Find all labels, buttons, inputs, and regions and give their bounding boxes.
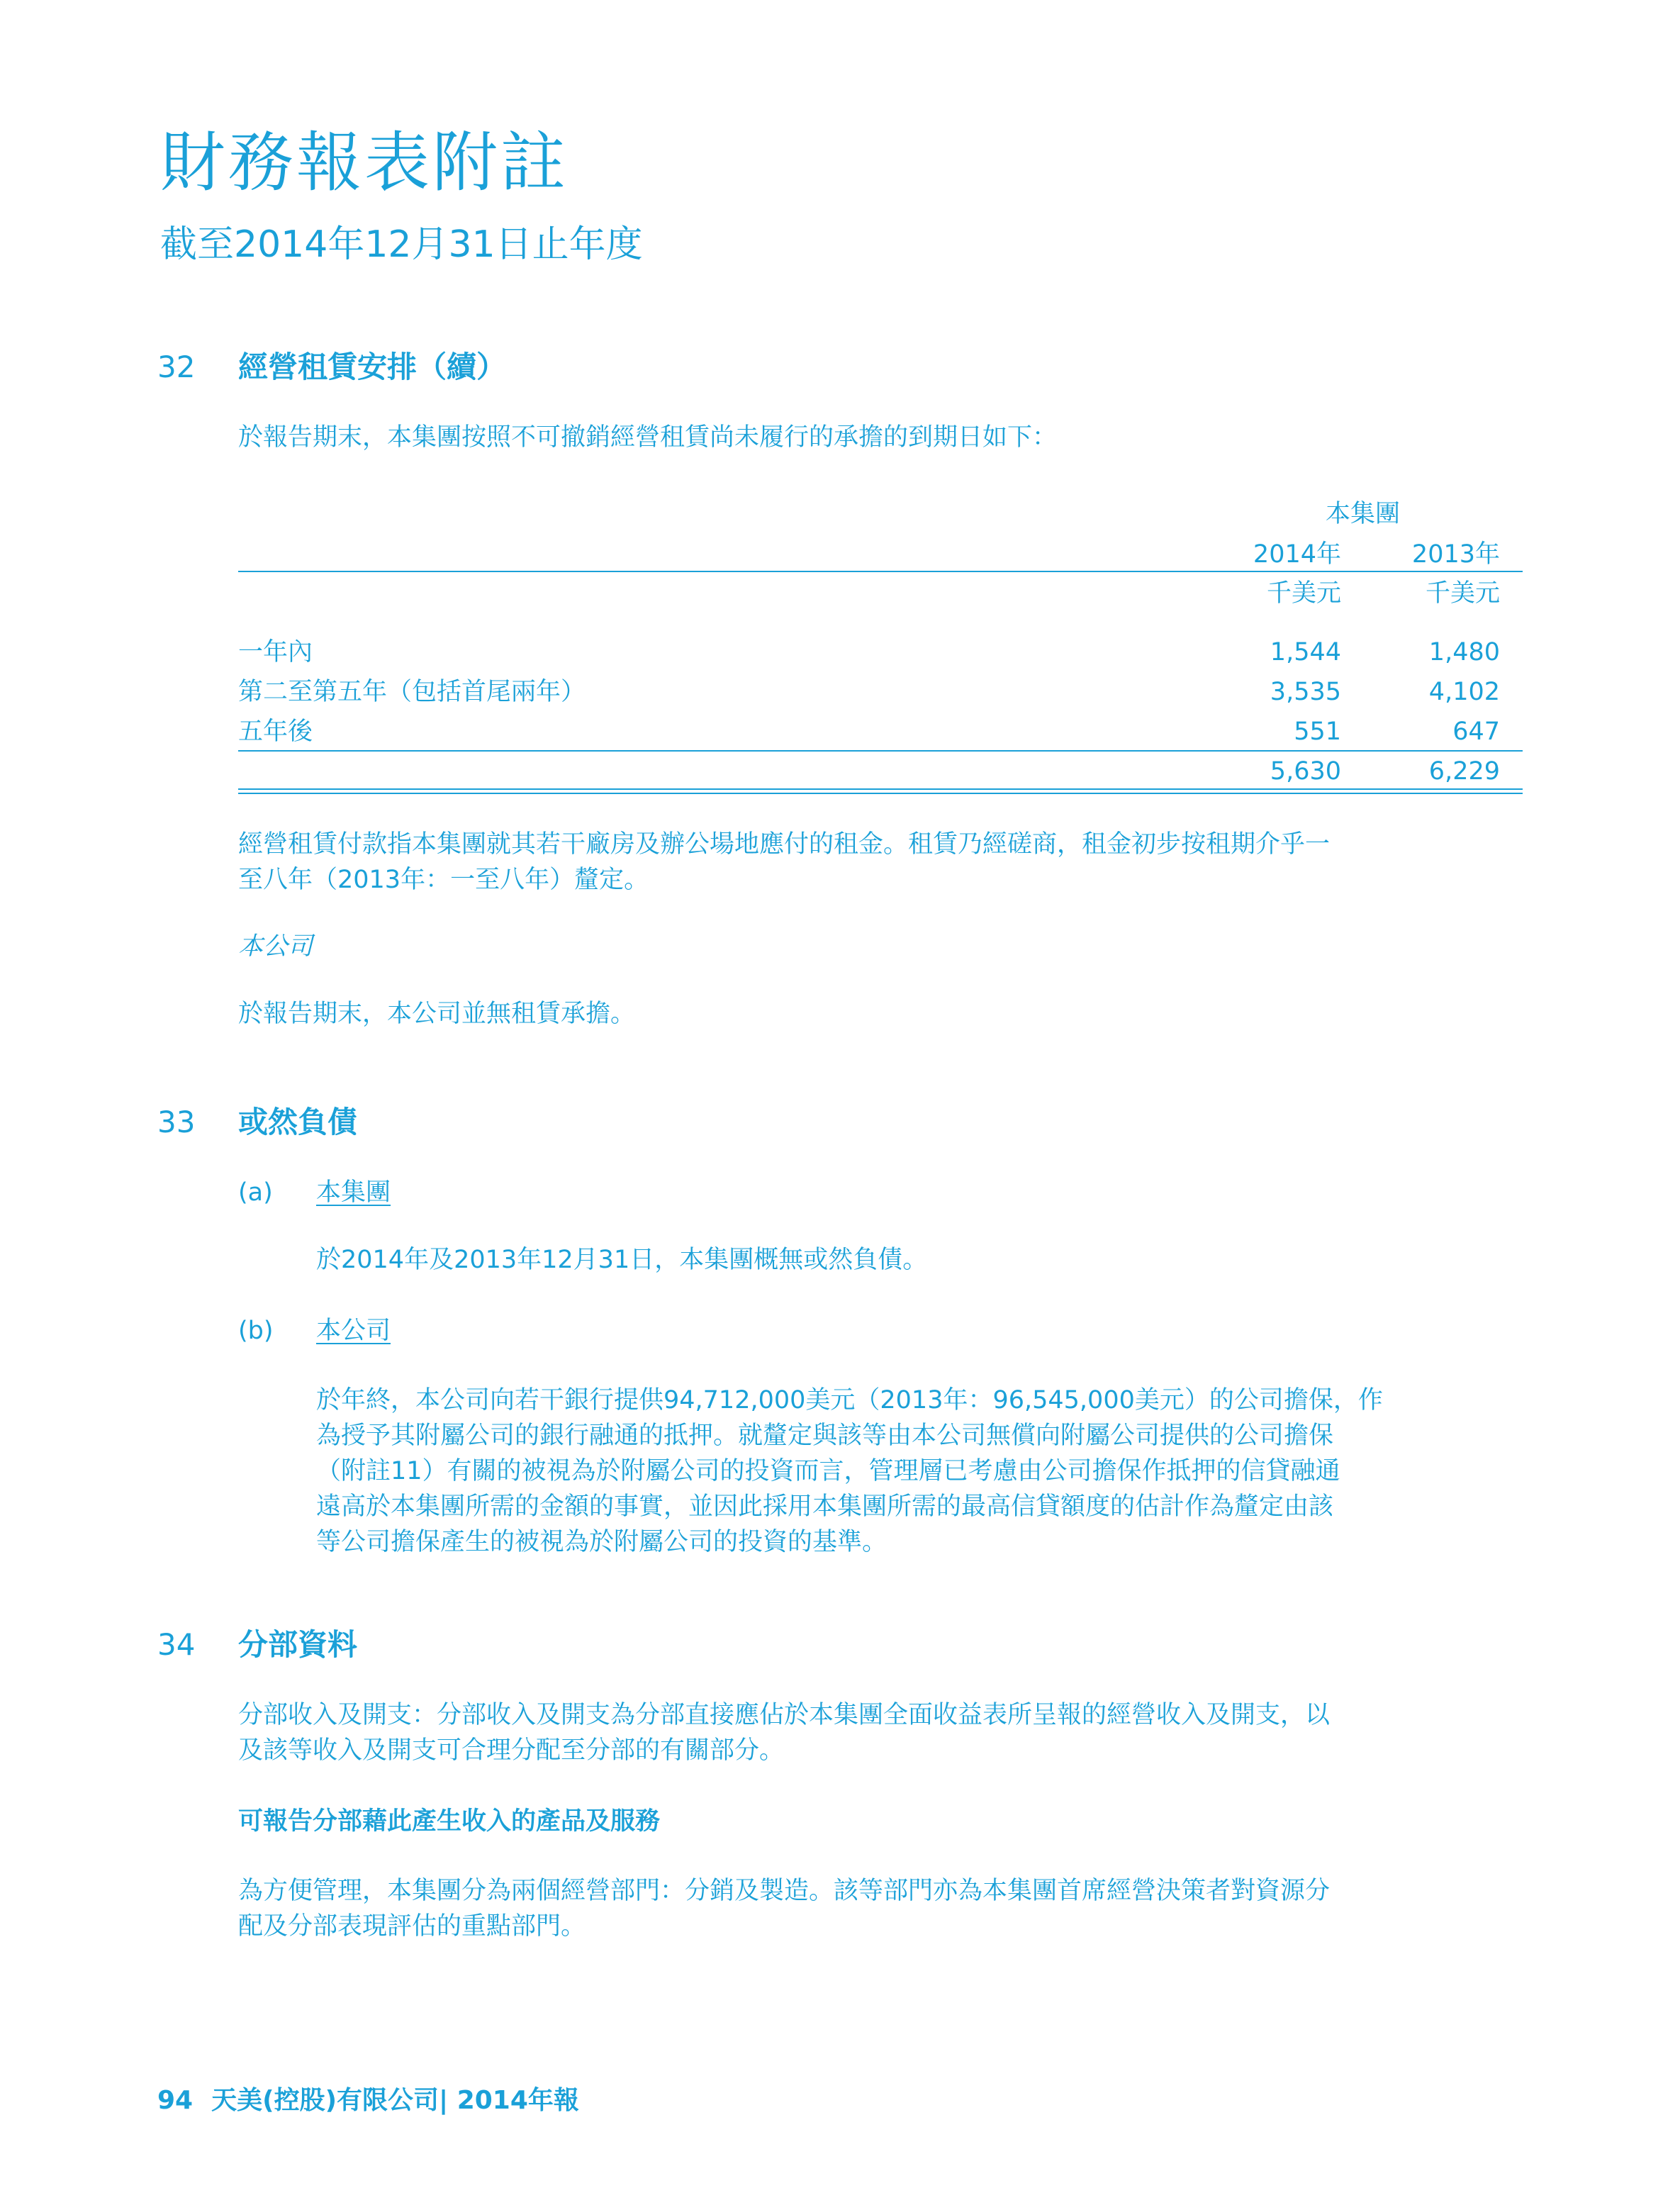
- section-34-title: 分部資料: [238, 1627, 358, 1662]
- table-total-cell: 5,630: [1270, 757, 1341, 786]
- segment-intro-line: 及該等收入及開支可合理分配至分部的有關部分。: [238, 1736, 785, 1765]
- page-footer: [157, 2083, 579, 2119]
- section-32-title: 經營租賃安排（續）: [238, 350, 507, 384]
- table-unit-2013: 千美元: [1425, 579, 1500, 608]
- table-cell: 4,102: [1428, 678, 1500, 706]
- page-title: 財務報表附註: [160, 125, 569, 201]
- section-33-number: 33: [157, 1105, 196, 1139]
- item-b-heading: 本公司: [316, 1317, 391, 1345]
- item-b-label: (b): [238, 1317, 274, 1345]
- table-row-label: 一年內: [238, 638, 313, 666]
- table-year-2013: 2013年: [1411, 540, 1500, 569]
- table-total-rule-bottom: [238, 793, 1523, 794]
- table-cell: 647: [1452, 718, 1500, 746]
- note-line: 經營租賃付款指本集團就其若干廠房及辦公場地應付的租金。租賃乃經磋商，租金初步按租期介乎一: [238, 830, 1331, 859]
- table-group-header: 本集團: [1326, 500, 1401, 528]
- section-32-intro: 於報告期末，本集團按照不可撤銷經營租賃尚未履行的承擔的到期日如下：: [238, 423, 1058, 452]
- section-33-title: 或然負債: [238, 1105, 358, 1139]
- table-subtotal-rule: [238, 750, 1523, 752]
- page-subtitle: 截至2014年12月31日止年度: [160, 223, 643, 266]
- table-cell: 1,544: [1270, 638, 1341, 666]
- note-line: 至八年（2013年：一至八年）釐定。: [238, 866, 649, 894]
- footer-text: 天美(控股)有限公司| 2014年報: [211, 2086, 579, 2115]
- table-cell: 3,535: [1270, 678, 1341, 706]
- section-34-number: 34: [157, 1627, 196, 1662]
- table-total-rule-top: [238, 788, 1523, 790]
- table-cell: 1,480: [1428, 638, 1500, 666]
- segment-subheading: 可報告分部藉此產生收入的產品及服務: [238, 1807, 661, 1836]
- item-a-heading: 本集團: [316, 1178, 391, 1207]
- section-32-number: 32: [157, 350, 196, 384]
- item-b-line: 於年終，本公司向若干銀行提供94,712,000美元（2013年：96,545,000美元）的公司擔保，作: [316, 1386, 1383, 1414]
- segment-body-line: 為方便管理，本集團分為兩個經營部門：分銷及製造。該等部門亦為本集團首席經營決策者對資源分: [238, 1877, 1331, 1905]
- item-a-label: (a): [238, 1178, 273, 1207]
- segment-body-line: 配及分部表現評估的重點部門。: [238, 1912, 586, 1941]
- item-b-line: 等公司擔保產生的被視為於附屬公司的投資的基準。: [316, 1528, 887, 1556]
- table-cell: 551: [1294, 718, 1341, 746]
- table-year-2014: 2014年: [1253, 540, 1341, 569]
- item-b-line: （附註11）有關的被視為於附屬公司的投資而言，管理層已考慮由公司擔保作抵押的信貸融通: [316, 1457, 1340, 1485]
- item-b-line: 遠高於本集團所需的金額的事實，並因此採用本集團所需的最高信貸額度的估計作為釐定由該: [316, 1492, 1334, 1521]
- company-subheading: 本公司: [238, 932, 313, 961]
- company-text: 於報告期末，本公司並無租賃承擔。: [238, 1000, 636, 1028]
- item-b-line: 為授予其附屬公司的銀行融通的抵押。就釐定與該等由本公司無償向附屬公司提供的公司擔保: [316, 1422, 1334, 1450]
- table-unit-2014: 千美元: [1266, 579, 1341, 608]
- segment-intro-line: 分部收入及開支：分部收入及開支為分部直接應佔於本集團全面收益表所呈報的經營收入及開支，以: [238, 1701, 1331, 1729]
- table-total-cell: 6,229: [1428, 757, 1500, 786]
- table-header-rule: [238, 571, 1523, 572]
- table-row-label: 五年後: [238, 718, 313, 746]
- page-number: 94: [157, 2086, 194, 2115]
- table-row-label: 第二至第五年（包括首尾兩年）: [238, 678, 586, 706]
- item-a-text: 於2014年及2013年12月31日，本集團概無或然負債。: [316, 1246, 928, 1274]
